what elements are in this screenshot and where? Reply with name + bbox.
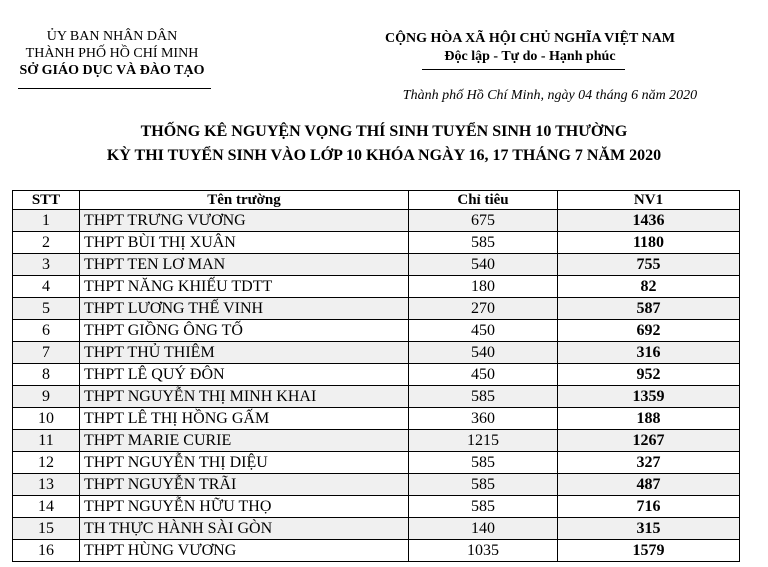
right-divider bbox=[422, 69, 625, 70]
cell-stt: 4 bbox=[13, 276, 80, 298]
cell-quota: 180 bbox=[409, 276, 558, 298]
cell-nv1: 587 bbox=[558, 298, 740, 320]
document-title: THỐNG KÊ NGUYỆN VỌNG THÍ SINH TUYỂN SINH 10 THƯỜNG bbox=[140, 123, 628, 140]
cell-stt: 15 bbox=[13, 518, 80, 540]
motto-line-1: CỘNG HÒA XÃ HỘI CHỦ NGHĨA VIỆT NAM bbox=[384, 31, 675, 46]
cell-school-name: THPT THỦ THIÊM bbox=[80, 342, 409, 364]
table-row bbox=[13, 298, 740, 320]
cell-nv1: 1436 bbox=[558, 210, 740, 232]
cell-quota: 585 bbox=[409, 474, 558, 496]
table-row bbox=[13, 232, 740, 254]
table-row bbox=[13, 518, 740, 540]
table-row bbox=[13, 452, 740, 474]
cell-quota: 360 bbox=[409, 408, 558, 430]
cell-quota: 540 bbox=[409, 342, 558, 364]
cell-quota: 585 bbox=[409, 232, 558, 254]
cell-quota: 585 bbox=[409, 496, 558, 518]
cell-nv1: 1359 bbox=[558, 386, 740, 408]
cell-quota: 450 bbox=[409, 320, 558, 342]
table-row bbox=[13, 386, 740, 408]
table-row bbox=[13, 276, 740, 298]
cell-nv1: 315 bbox=[558, 518, 740, 540]
cell-stt: 8 bbox=[13, 364, 80, 386]
cell-nv1: 952 bbox=[558, 364, 740, 386]
cell-stt: 12 bbox=[13, 452, 80, 474]
header-nv1: NV1 bbox=[558, 191, 740, 210]
header-school-name: Tên trường bbox=[80, 191, 409, 210]
cell-school-name: THPT BÙI THỊ XUÂN bbox=[80, 232, 409, 254]
cell-stt: 7 bbox=[13, 342, 80, 364]
table-row bbox=[13, 474, 740, 496]
cell-quota: 540 bbox=[409, 254, 558, 276]
cell-school-name: THPT TEN LƠ MAN bbox=[80, 254, 409, 276]
cell-stt: 9 bbox=[13, 386, 80, 408]
cell-quota: 140 bbox=[409, 518, 558, 540]
cell-quota: 675 bbox=[409, 210, 558, 232]
cell-nv1: 1579 bbox=[558, 540, 740, 562]
cell-school-name: THPT HÙNG VƯƠNG bbox=[80, 540, 409, 562]
cell-nv1: 755 bbox=[558, 254, 740, 276]
table-row bbox=[13, 364, 740, 386]
motto-line-2: Độc lập - Tự do - Hạnh phúc bbox=[444, 49, 616, 64]
cell-school-name: TH THỰC HÀNH SÀI GÒN bbox=[80, 518, 409, 540]
stats-table bbox=[12, 190, 740, 562]
cell-school-name: THPT LƯƠNG THẾ VINH bbox=[80, 298, 409, 320]
cell-quota: 270 bbox=[409, 298, 558, 320]
cell-nv1: 1180 bbox=[558, 232, 740, 254]
cell-quota: 1215 bbox=[409, 430, 558, 452]
table-row bbox=[13, 254, 740, 276]
table-row bbox=[13, 342, 740, 364]
cell-quota: 450 bbox=[409, 364, 558, 386]
table-row bbox=[13, 540, 740, 562]
cell-stt: 3 bbox=[13, 254, 80, 276]
cell-school-name: THPT LÊ QUÝ ĐÔN bbox=[80, 364, 409, 386]
table-header-row bbox=[13, 191, 740, 210]
cell-nv1: 188 bbox=[558, 408, 740, 430]
authority-line-3: SỞ GIÁO DỤC VÀ ĐÀO TẠO bbox=[19, 63, 205, 78]
left-divider bbox=[18, 88, 211, 89]
document-subtitle: KỲ THI TUYỂN SINH VÀO LỚP 10 KHÓA NGÀY 16, 17 THÁNG 7 NĂM 2020 bbox=[106, 147, 662, 164]
cell-stt: 5 bbox=[13, 298, 80, 320]
cell-school-name: THPT NGUYỄN TRÃI bbox=[80, 474, 409, 496]
cell-stt: 14 bbox=[13, 496, 80, 518]
cell-school-name: THPT NGUYỄN THỊ DIỆU bbox=[80, 452, 409, 474]
cell-nv1: 487 bbox=[558, 474, 740, 496]
cell-stt: 6 bbox=[13, 320, 80, 342]
cell-stt: 11 bbox=[13, 430, 80, 452]
cell-school-name: THPT LÊ THỊ HỒNG GẤM bbox=[80, 408, 409, 430]
cell-school-name: THPT TRƯNG VƯƠNG bbox=[80, 210, 409, 232]
cell-stt: 1 bbox=[13, 210, 80, 232]
authority-line-2: THÀNH PHỐ HỒ CHÍ MINH bbox=[25, 46, 199, 61]
cell-nv1: 327 bbox=[558, 452, 740, 474]
cell-quota: 585 bbox=[409, 386, 558, 408]
national-motto bbox=[360, 30, 700, 66]
issuing-authority bbox=[12, 28, 212, 79]
cell-nv1: 692 bbox=[558, 320, 740, 342]
cell-nv1: 316 bbox=[558, 342, 740, 364]
authority-line-1: ỦY BAN NHÂN DÂN bbox=[46, 29, 178, 44]
header-quota: Chỉ tiêu bbox=[409, 191, 558, 210]
table-row bbox=[13, 496, 740, 518]
table-row bbox=[13, 408, 740, 430]
cell-nv1: 716 bbox=[558, 496, 740, 518]
header-stt: STT bbox=[13, 191, 80, 210]
cell-school-name: THPT NGUYỄN THỊ MINH KHAI bbox=[80, 386, 409, 408]
cell-stt: 13 bbox=[13, 474, 80, 496]
cell-school-name: THPT GIỒNG ÔNG TỐ bbox=[80, 320, 409, 342]
cell-quota: 1035 bbox=[409, 540, 558, 562]
cell-school-name: THPT MARIE CURIE bbox=[80, 430, 409, 452]
cell-stt: 10 bbox=[13, 408, 80, 430]
document-date: Thành phố Hồ Chí Minh, ngày 04 tháng 6 năm 2020 bbox=[402, 88, 698, 103]
cell-school-name: THPT NĂNG KHIẾU TDTT bbox=[80, 276, 409, 298]
table-row bbox=[13, 210, 740, 232]
table-row bbox=[13, 320, 740, 342]
cell-stt: 16 bbox=[13, 540, 80, 562]
cell-nv1: 82 bbox=[558, 276, 740, 298]
cell-school-name: THPT NGUYỄN HỮU THỌ bbox=[80, 496, 409, 518]
cell-nv1: 1267 bbox=[558, 430, 740, 452]
cell-stt: 2 bbox=[13, 232, 80, 254]
cell-quota: 585 bbox=[409, 452, 558, 474]
table-row bbox=[13, 430, 740, 452]
